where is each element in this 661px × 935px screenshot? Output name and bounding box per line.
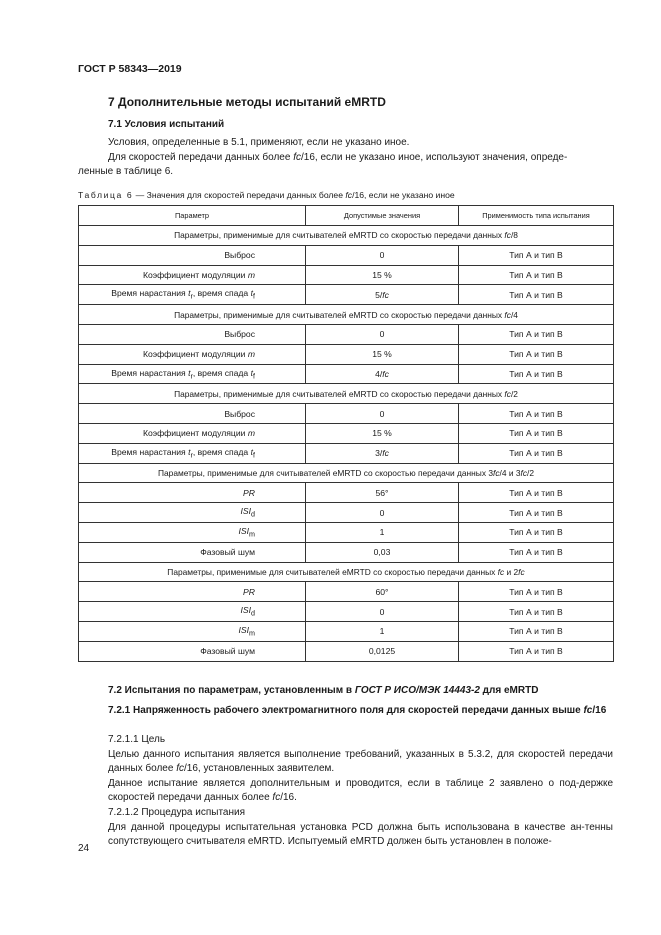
applicability-cell: Тип А и тип В: [459, 503, 614, 523]
t-symbol: t: [188, 288, 191, 299]
table-group-row: [79, 562, 614, 582]
value-cell: 0,03: [306, 542, 459, 562]
value-cell: 15 %: [306, 344, 459, 364]
group-title: [79, 463, 614, 483]
text-span: /16, если не указано иное, используют значения, опреде-: [301, 151, 568, 163]
applicability-cell: Тип А и тип В: [459, 542, 614, 562]
value-cell: 0: [306, 245, 459, 265]
text-span: /4 и 3: [499, 467, 521, 478]
table-group-row: [79, 305, 614, 325]
value-cell: [306, 285, 459, 305]
applicability-cell: Тип А и тип В: [459, 344, 614, 364]
group-title: [79, 305, 614, 325]
table-row: [79, 582, 614, 602]
fc-symbol: fc: [518, 566, 525, 577]
fc-symbol: fc: [504, 309, 511, 320]
text-span: Коэффициент модуляции: [142, 269, 248, 280]
subscript: f: [253, 293, 255, 302]
param-cell: [79, 364, 306, 384]
fc-symbol: fc: [272, 792, 281, 804]
table-group-row: [79, 226, 614, 246]
isi-symbol: ISI: [240, 605, 252, 616]
table-header-row: [79, 206, 614, 226]
value-cell: 0: [306, 503, 459, 523]
value-cell: 0: [306, 602, 459, 622]
table-row: [79, 265, 614, 285]
value-cell: 1: [306, 621, 459, 641]
text-span: Параметры, применимые для считывателей eMRTD со скоростью передачи данных: [174, 388, 505, 399]
fc-symbol: fc: [176, 763, 184, 775]
fc-symbol: fc: [382, 368, 389, 379]
text-span: /16: [592, 705, 607, 716]
text-span: /2: [527, 467, 535, 478]
value-cell: 15 %: [306, 265, 459, 285]
table-6: [78, 205, 614, 662]
subscript: r: [190, 451, 193, 460]
m-symbol: m: [247, 349, 255, 360]
param-cell: Выброс: [79, 245, 306, 265]
group-title: [79, 562, 614, 582]
text-span: 3/: [375, 448, 383, 459]
fc-symbol: fc: [583, 705, 593, 716]
param-cell: [79, 503, 306, 523]
text-span: Параметры, применимые для считывателей eMRTD со скоростью передачи данных: [167, 566, 498, 577]
table-row: [79, 423, 614, 443]
pr-symbol: PR: [243, 586, 255, 597]
text-span: Время нарастания: [111, 446, 189, 457]
subscript: f: [253, 451, 255, 460]
table-row: [79, 344, 614, 364]
param-cell: [79, 621, 306, 641]
param-cell: [79, 443, 306, 463]
text-span: /4: [510, 309, 518, 320]
subsection-7-1-title: 7.1 Условия испытаний: [108, 119, 225, 130]
table-row: [79, 324, 614, 344]
t-symbol: t: [250, 288, 253, 299]
text-span: Целью данного испытания является выполнение требований, указанных в 5.3.2, для скоростей передачи данных более: [108, 748, 613, 775]
table-group-row: [79, 463, 614, 483]
subscript: r: [190, 372, 193, 381]
table-row: [79, 245, 614, 265]
fc-symbol: fc: [520, 467, 528, 478]
text-span: 4/: [375, 368, 383, 379]
applicability-cell: Тип А и тип В: [459, 265, 614, 285]
subscript: m: [249, 629, 255, 638]
paragraph-conditions-line1: Условия, определенные в 5.1, применяют, если не указано иное.: [108, 137, 410, 148]
param-cell: Фазовый шум: [79, 542, 306, 562]
param-cell: [79, 285, 306, 305]
text-span: , время спада: [192, 288, 251, 299]
pr-symbol: PR: [243, 487, 255, 498]
subscript: m: [249, 530, 255, 539]
paragraph-conditions-line3: ленные в таблице 6.: [78, 166, 174, 178]
value-cell: [306, 364, 459, 384]
param-cell: [79, 423, 306, 443]
isi-symbol: ISI: [238, 624, 250, 635]
text-span: для eMRTD: [479, 685, 539, 696]
table-row: [79, 542, 614, 562]
fc-symbol: fc: [504, 388, 511, 399]
fc-symbol: fc: [504, 230, 511, 241]
applicability-cell: Тип А и тип В: [459, 324, 614, 344]
fc-symbol: fc: [293, 151, 301, 163]
t-symbol: t: [188, 446, 191, 457]
standard-reference: ГОСТ Р ИСО/МЭК 14443-2: [354, 685, 480, 696]
t-symbol: t: [250, 367, 253, 378]
value-cell: 60°: [306, 582, 459, 602]
text-span: Для скоростей передачи данных более: [108, 151, 294, 163]
header-values: Допустимые значения: [306, 206, 459, 226]
text-span: /8: [510, 230, 518, 241]
subscript: f: [253, 372, 255, 381]
subscript: d: [251, 609, 255, 618]
applicability-cell: Тип А и тип В: [459, 285, 614, 305]
header-parameter: Параметр: [79, 206, 306, 226]
text-span: 5/: [375, 289, 383, 300]
document-header: ГОСТ Р 58343—2019: [78, 63, 182, 75]
text-span: /2: [510, 388, 518, 399]
table-row: [79, 522, 614, 542]
applicability-cell: Тип А и тип В: [459, 404, 614, 424]
text-span: /16, если не указано иное: [352, 190, 455, 200]
table-row: [79, 364, 614, 384]
t-symbol: t: [250, 446, 253, 457]
t-symbol: t: [188, 367, 191, 378]
table-row: [79, 641, 614, 661]
table-label: Таблица 6: [78, 190, 134, 200]
table-row: [79, 621, 614, 641]
param-cell: Выброс: [79, 324, 306, 344]
applicability-cell: Тип А и тип В: [459, 483, 614, 503]
group-title: [79, 226, 614, 246]
applicability-cell: Тип А и тип В: [459, 245, 614, 265]
table-row: [79, 483, 614, 503]
value-cell: 0: [306, 324, 459, 344]
table-group-row: [79, 384, 614, 404]
text-span: Данное испытание является дополнительным и проводится, если в таблице 2 заявлено о под-держке скоростей передачи данных более: [108, 777, 613, 804]
text-span: Коэффициент модуляции: [142, 349, 248, 360]
text-span: /16, установленных заявителем.: [184, 763, 335, 775]
fc-symbol: fc: [382, 448, 389, 459]
text-span: и 2: [504, 566, 519, 577]
param-cell: Выброс: [79, 404, 306, 424]
applicability-cell: Тип А и тип В: [459, 621, 614, 641]
section-7-2-1-body: [78, 733, 613, 850]
m-symbol: m: [247, 428, 255, 439]
param-cell: [79, 582, 306, 602]
fc-symbol: fc: [497, 566, 505, 577]
fc-symbol: fc: [382, 289, 389, 300]
param-cell: [79, 344, 306, 364]
text-span: , время спада: [192, 367, 251, 378]
text-span: 7.2 Испытания по параметрам, установленным в: [108, 685, 355, 696]
value-cell: 15 %: [306, 423, 459, 443]
text-span: Параметры, применимые для считывателей eMRTD со скоростью передачи данных: [174, 309, 505, 320]
section-7-2-title: [108, 685, 538, 696]
fc-symbol: fc: [493, 467, 500, 478]
value-cell: 56°: [306, 483, 459, 503]
text-span: — Значения для скоростей передачи данных более: [133, 190, 346, 200]
group-title: [79, 384, 614, 404]
value-cell: [306, 443, 459, 463]
applicability-cell: Тип А и тип В: [459, 443, 614, 463]
text-span: 7.2.1 Напряженность рабочего электромагнитного поля для скоростей передачи данных выше: [108, 705, 584, 716]
fc-symbol: fc: [345, 190, 353, 200]
table-row: [79, 285, 614, 305]
text-span: Время нарастания: [111, 367, 189, 378]
paragraph-additional: [78, 777, 613, 806]
isi-symbol: ISI: [240, 506, 252, 517]
applicability-cell: Тип А и тип В: [459, 602, 614, 622]
param-cell: [79, 522, 306, 542]
m-symbol: m: [247, 269, 255, 280]
page-number: 24: [78, 843, 90, 854]
param-cell: Фазовый шум: [79, 641, 306, 661]
value-cell: 1: [306, 522, 459, 542]
applicability-cell: Тип А и тип В: [459, 522, 614, 542]
subscript: r: [190, 293, 193, 302]
value-cell: 0: [306, 404, 459, 424]
applicability-cell: Тип А и тип В: [459, 423, 614, 443]
section-7-title: 7 Дополнительные методы испытаний eMRTD: [108, 95, 386, 109]
param-cell: [79, 265, 306, 285]
text-span: /16.: [280, 792, 297, 804]
paragraph-goal: [78, 748, 613, 777]
text-span: Параметры, применимые для считывателей eMRTD со скоростью передачи данных 3: [157, 467, 493, 478]
text-span: Время нарастания: [111, 288, 189, 299]
applicability-cell: Тип А и тип В: [459, 582, 614, 602]
paragraph-conditions: [78, 136, 613, 180]
isi-symbol: ISI: [238, 525, 250, 536]
subscript: d: [251, 510, 255, 519]
section-7-2-1-title: [78, 704, 613, 719]
param-cell: [79, 483, 306, 503]
text-span: Коэффициент модуляции: [142, 428, 248, 439]
paragraph-conditions-line2: [78, 151, 613, 166]
table-row: [79, 503, 614, 523]
table-6-caption: [78, 190, 455, 200]
subsection-7-2-1-2: 7.2.1.2 Процедура испытания: [108, 806, 245, 818]
applicability-cell: Тип А и тип В: [459, 364, 614, 384]
value-cell: 0,0125: [306, 641, 459, 661]
subsection-7-2-1-1: 7.2.1.1 Цель: [108, 734, 166, 745]
header-applicability: Применимость типа испытания: [459, 206, 614, 226]
param-cell: [79, 602, 306, 622]
paragraph-procedure: Для данной процедуры испытательная установка PCD должна быть использована в качестве ан-тенны сопутствующего считывателя eMRTD. Испытуемый eMRTD должен быть установлен в положе-: [108, 821, 613, 848]
text-span: , время спада: [192, 446, 251, 457]
table-row: [79, 602, 614, 622]
table-row: [79, 443, 614, 463]
applicability-cell: Тип А и тип В: [459, 641, 614, 661]
table-row: [79, 404, 614, 424]
text-span: Параметры, применимые для считывателей eMRTD со скоростью передачи данных: [174, 230, 505, 241]
